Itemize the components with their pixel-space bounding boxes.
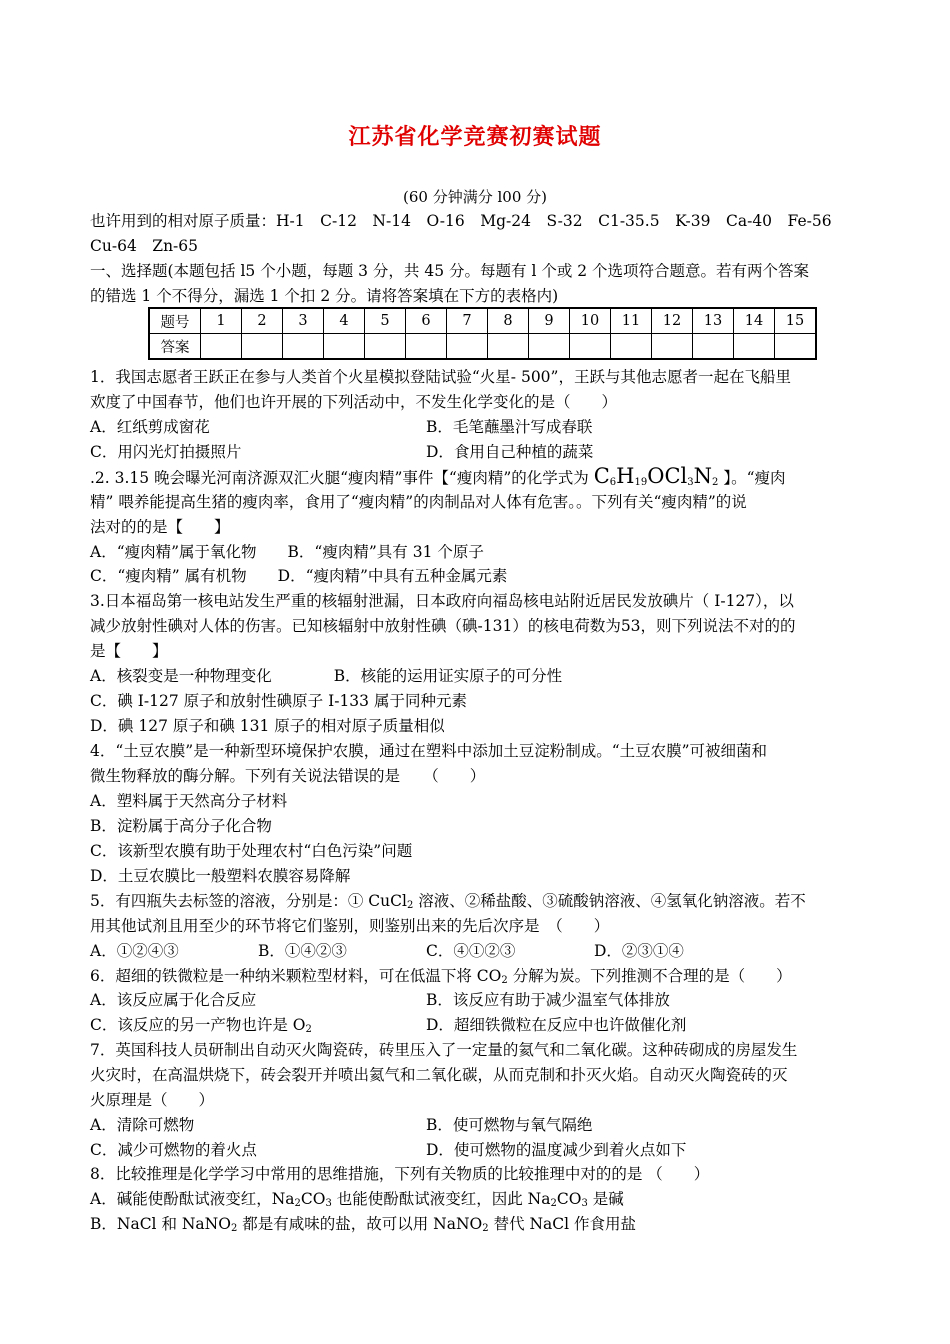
q6-stem-text-end: 分解为炭。下列推测不合理的是（ ）	[507, 967, 792, 985]
answer-cell[interactable]	[324, 334, 365, 360]
formula-subscript: 19	[634, 477, 648, 488]
table-cell-number: 7	[447, 308, 488, 334]
answer-cell[interactable]	[734, 334, 775, 360]
q8-option-b	[90, 1214, 636, 1234]
exam-subtitle: (60 分钟满分 l00 分)	[403, 188, 547, 206]
q1-option-c: C．用闪光灯拍摄照片	[90, 443, 242, 461]
q8-option-a-text: 也能使酚酞试液变红，因此 Na	[331, 1190, 551, 1208]
q3-stem-line-2: 减少放射性碘对人体的伤害。已知核辐射中放射性碘（碘-131）的核电荷数为53，则下列说法不对的的	[90, 617, 796, 635]
q2-stem-text-end: 】。“瘦肉	[723, 469, 786, 487]
q8-option-a-text: A．碱能使酚酞试液变红，Na	[90, 1190, 295, 1208]
q2-options-ab: A．“瘦肉精”属于氧化物 B．“瘦肉精”具有 31 个原子	[90, 543, 484, 561]
q7-stem-line-3: 火原理是（ ）	[90, 1091, 215, 1109]
formula-element-h: H	[616, 464, 635, 488]
formula-element-ocl: OCl	[647, 464, 688, 488]
q5-option-c: C．④①②③	[426, 942, 516, 960]
q7-option-a: A．清除可燃物	[90, 1116, 195, 1134]
chemical-formula	[594, 464, 719, 488]
q8-option-b-text: 都是有咸味的盐，故可以用 NaNO	[237, 1215, 483, 1233]
q4-option-b: B．淀粉属于高分子化合物	[90, 817, 272, 835]
section-instructions-line-2: 的错选 1 个不得分，漏选 1 个扣 2 分。请将答案填在下方的表格内)	[90, 287, 559, 305]
answer-cell[interactable]	[652, 334, 693, 360]
q2-stem-line-1	[90, 466, 786, 488]
formula-subscript: 2	[712, 477, 719, 488]
q5-option-d: D．②③①④	[594, 942, 684, 960]
answer-cell[interactable]	[447, 334, 488, 360]
q4-stem-line-2: 微生物释放的酶分解。下列有关说法错误的是 （ ）	[90, 767, 486, 785]
q7-option-b: B．使可燃物与氧气隔绝	[426, 1116, 593, 1134]
q5-option-a: A．①②④③	[90, 942, 179, 960]
formula-text: CO	[300, 1190, 326, 1208]
q6-stem-line-1	[90, 966, 792, 986]
formula-element-c: C	[593, 464, 610, 488]
formula-subscript: 2	[305, 1024, 312, 1035]
answer-cell[interactable]	[201, 334, 242, 360]
table-cell-number: 15	[775, 308, 817, 334]
answer-cell[interactable]	[570, 334, 611, 360]
q7-stem-line-2: 火灾时，在高温烘烧下，砖会裂开并喷出氦气和二氧化碳，从而克制和扑灭火焰。自动灭火陶瓷砖的灭	[90, 1066, 788, 1084]
answer-cell[interactable]	[242, 334, 283, 360]
table-cell-number: 3	[283, 308, 324, 334]
q3-option-d: D．碘 127 原子和碘 131 原子的相对原子质量相似	[90, 717, 445, 735]
q2-stem-line-3: 法对的的是【 】	[90, 518, 230, 536]
table-cell-number: 1	[201, 308, 242, 334]
q8-option-b-text: 替代 NaCl 作食用盐	[488, 1215, 637, 1233]
table-header-answer: 答案	[149, 334, 201, 360]
formula-text: CO	[556, 1190, 582, 1208]
q8-stem-line-1: 8．比较推理是化学学习中常用的思维措施，下列有关物质的比较推理中对的的是 （ ）	[90, 1165, 710, 1183]
q6-option-a: A．该反应属于化合反应	[90, 991, 257, 1009]
table-cell-number: 13	[693, 308, 734, 334]
formula-subscript: 3	[325, 1198, 332, 1209]
q1-option-b: B．毛笔蘸墨汁写成春联	[426, 418, 593, 436]
answer-cell[interactable]	[775, 334, 817, 360]
q8-option-a	[90, 1189, 624, 1209]
formula-subscript: 6	[609, 477, 617, 488]
q6-option-d: D．超细铁微粒在反应中也许做催化剂	[426, 1016, 687, 1034]
q4-option-d: D．土豆农膜比一般塑料农膜容易降解	[90, 867, 351, 885]
q3-options-ab: A．核裂变是一种物理变化 B．核能的运用证实原子的可分性	[90, 667, 563, 685]
q7-option-d: D．使可燃物的温度减少到着火点如下	[426, 1141, 687, 1159]
table-cell-number: 2	[242, 308, 283, 334]
answer-cell[interactable]	[611, 334, 652, 360]
q5-option-b: B．①④②③	[258, 942, 347, 960]
table-cell-number: 10	[570, 308, 611, 334]
q2-stem-line-2: 精” 喂养能提高生猪的瘦肉率，食用了“瘦肉精”的肉制品对人体有危害。。下列有关“瘦肉精”的说	[90, 493, 747, 511]
answer-table	[148, 307, 817, 360]
q8-option-b-text: B．NaCl 和 NaNO	[90, 1215, 231, 1233]
section-instructions-line-1: 一、选择题(本题包括 l5 个小题，每题 3 分，共 45 分。每题有 l 个或 2 个选项符合题意。若有两个答案	[90, 262, 810, 280]
atomic-mass-line-2: Cu-64 Zn-65	[90, 237, 199, 255]
q3-stem-line-1: 3.日本福岛第一核电站发生严重的核辐射泄漏，日本政府向福岛核电站附近居民发放碘片（ I-127），以	[90, 592, 794, 610]
q6-option-b: B．该反应有助于减少温室气体排放	[426, 991, 670, 1009]
formula-subscript: 2	[501, 975, 508, 986]
formula-subscript: 3	[687, 477, 694, 488]
q2-options-cd: C．“瘦肉精” 属有机物 D．“瘦肉精”中具有五种金属元素	[90, 567, 508, 585]
formula-subscript: 2	[230, 1223, 238, 1234]
answer-cell[interactable]	[693, 334, 734, 360]
formula-subscript: 3	[581, 1198, 588, 1209]
q6-option-c-text: C．该反应的另一产物也许是 O	[90, 1016, 306, 1034]
q1-option-d: D．食用自己种植的蔬菜	[426, 443, 594, 461]
q5-stem-text-end: 溶液、②稀盐酸、③硫酸钠溶液、④氢氧化钠溶液。若不	[413, 892, 806, 910]
formula-subscript: 2	[406, 900, 414, 911]
table-cell-number: 6	[406, 308, 447, 334]
table-cell-number: 8	[488, 308, 529, 334]
q4-option-a: A．塑料属于天然高分子材料	[90, 792, 288, 810]
q7-option-c: C．减少可燃物的着火点	[90, 1141, 257, 1159]
formula-subscript: 2	[482, 1223, 489, 1234]
formula-subscript: 2	[294, 1198, 301, 1209]
table-cell-number: 12	[652, 308, 693, 334]
q7-stem-line-1: 7．英国科技人员研制出自动灭火陶瓷砖，砖里压入了一定量的氦气和二氧化碳。这种砖砌成的房屋发生	[90, 1041, 798, 1059]
page-title: 江苏省化学竞赛初赛试题	[348, 125, 602, 150]
table-cell-number: 14	[734, 308, 775, 334]
q4-stem-line-1: 4．“土豆农膜”是一种新型环境保护农膜，通过在塑料中添加土豆淀粉制成。“土豆农膜”可被细菌和	[90, 742, 768, 760]
q1-option-a: A．红纸剪成窗花	[90, 418, 210, 436]
answer-cell[interactable]	[406, 334, 447, 360]
answer-cell[interactable]	[365, 334, 406, 360]
formula-element-n: N	[693, 464, 712, 488]
table-cell-number: 5	[365, 308, 406, 334]
q4-option-c: C．该新型农膜有助于处理农村“白色污染”问题	[90, 842, 413, 860]
q3-stem-line-3: 是【 】	[90, 642, 168, 660]
q5-stem-line-1	[90, 891, 806, 911]
q6-stem-text: 6．超细的铁微粒是一种纳米颗粒型材料，可在低温下将 CO	[90, 967, 502, 985]
atomic-mass-line-1: 也许用到的相对原子质量：H-1 C-12 N-14 O-16 Mg-24 S-32 C1-35.5 K-39 Ca-40 Fe-56	[90, 212, 832, 230]
answer-cell[interactable]	[488, 334, 529, 360]
q8-option-a-text: 是碱	[587, 1190, 624, 1208]
table-cell-number: 9	[529, 308, 570, 334]
answer-table-answer-row	[149, 334, 816, 360]
q1-stem-line-2: 欢度了中国春节，他们也许开展的下列活动中，不发生化学变化的是（ ）	[90, 393, 618, 411]
table-cell-number: 11	[611, 308, 652, 334]
q6-option-c	[90, 1015, 312, 1035]
q5-stem-text: 5．有四瓶失去标签的溶液，分别是：① CuCl	[90, 892, 407, 910]
table-header-number: 题号	[149, 308, 201, 334]
answer-table-number-row	[149, 308, 816, 334]
q5-stem-line-2: 用其他试剂且用至少的环节将它们鉴别，则鉴别出来的先后次序是 （ ）	[90, 917, 610, 935]
formula-subscript: 2	[550, 1198, 557, 1209]
answer-cell[interactable]	[529, 334, 570, 360]
q2-stem-text: .2. 3.15 晚会曝光河南济源双汇火腿“瘦肉精”事件【“瘦肉精”的化学式为	[90, 469, 589, 487]
answer-cell[interactable]	[283, 334, 324, 360]
q3-option-c: C．碘 I-127 原子和放射性碘原子 I-133 属于同种元素	[90, 692, 467, 710]
table-cell-number: 4	[324, 308, 365, 334]
q1-stem-line-1: 1．我国志愿者王跃正在参与人类首个火星模拟登陆试验“火星- 500”，王跃与其他志愿者一起在飞船里	[90, 368, 791, 386]
